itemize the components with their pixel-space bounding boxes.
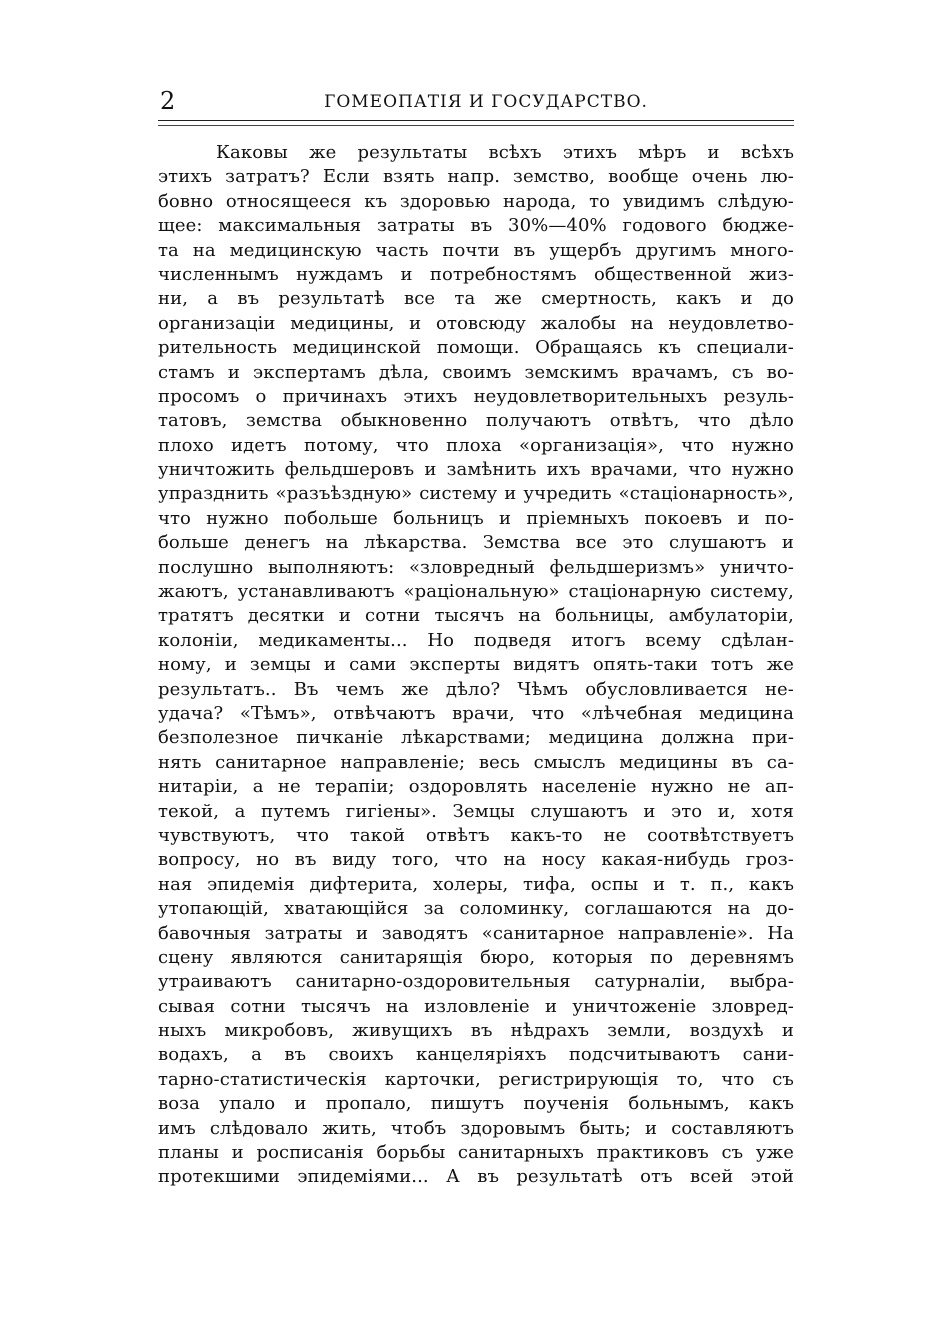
text-line: бовно относящееся къ здоровью народа, то увидимъ слѣдую- [158,190,794,212]
text-line: нять санитарное направленіе; весь смыслъ медицины въ са- [158,751,794,773]
text-line: вопросу, но въ виду того, что на носу какая-нибудь гроз- [158,849,794,871]
text-line: воза упало и пропало, пишутъ поученія больнымъ, какъ [158,1093,794,1115]
text-line: ни, а въ результатѣ все та же смертность, какъ и до [158,288,794,310]
text-line: рительность медицинской помощи. Обращаясь къ специали- [158,337,794,359]
text-line: что нужно побольше больницъ и пріемныхъ покоевъ и по- [158,507,794,529]
text-line: упразднить «разъѣздную» систему и учредить «стаціонарность», [158,483,794,505]
header-rule-thin [158,125,794,126]
running-head [158,86,794,118]
text-line: водахъ, а въ своихъ канцеляріяхъ подсчитываютъ сани- [158,1044,794,1066]
text-line: результатъ.. Въ чемъ же дѣло? Чѣмъ обусловливается не- [158,678,794,700]
text-line: уничтожить фельдшеровъ и замѣнить ихъ врачами, что нужно [158,459,794,481]
text-line: протекшими эпидеміями... А въ результатѣ отъ всей этой [158,1166,794,1188]
text-line: бавочныя затраты и заводятъ «санитарное направленіе». На [158,922,794,944]
text-line: та на медицинскую часть почти въ ущербъ другимъ много- [158,239,794,261]
page-number: 2 [160,87,176,115]
text-line: ному, и земцы и сами эксперты видятъ опять-таки тотъ же [158,654,794,676]
text-line: щее: максимальныя затраты въ 30%—40% годового бюдже- [158,215,794,237]
text-line: утраиваютъ санитарно-оздоровительныя сатурналіи, выбра- [158,971,794,993]
text-line: Каковы же результаты всѣхъ этихъ мѣръ и всѣхъ [216,142,794,163]
text-line: тарно-статистическія карточки, регистрирующія то, что съ [158,1068,794,1090]
text-line: ная эпидемія дифтерита, холеры, тифа, оспы и т. п., какъ [158,873,794,895]
text-line: жаютъ, устанавливаютъ «раціональную» стаціонарную систему, [158,581,794,603]
text-line: текой, а путемъ гигіены». Земцы слушаютъ и это и, хотя [158,800,794,822]
text-line: стамъ и экспертамъ дѣла, своимъ земскимъ врачамъ, съ во- [158,361,794,383]
text-line: колоніи, медикаменты... Но подведя итогъ всему сдѣлан- [158,629,794,651]
text-line: больше денегъ на лѣкарства. Земства все это слушаютъ и [158,532,794,554]
text-line: безполезное пичканіе лѣкарствами; медицина должна при- [158,727,794,749]
text-line: чувствуютъ, что такой отвѣтъ какъ-то не соотвѣтствуетъ [158,824,794,846]
text-line: плохо идетъ потому, что плоха «организація», что нужно [158,434,794,456]
text-line: татовъ, земства обыкновенно получаютъ отвѣтъ, что дѣло [158,410,794,432]
text-line: организаціи медицины, и отовсюду жалобы на неудовлетво- [158,312,794,334]
text-line: утопающій, хватающійся за соломинку, соглашаются на до- [158,898,794,920]
running-title: ГОМЕОПАТІЯ И ГОСУДАРСТВО. [324,92,648,112]
text-line: ныхъ микробовъ, живущихъ въ нѣдрахъ земли, воздухѣ и [158,1020,794,1042]
text-line: планы и росписанія борьбы санитарныхъ практиковъ съ уже [158,1142,794,1164]
body-text [158,141,794,1190]
header-rule-thick [158,120,794,121]
text-line: нитаріи, а не терапіи; оздоровлять населеніе нужно не ап- [158,776,794,798]
text-line: этихъ затратъ? Если взять напр. земство, вообще очень лю- [158,166,794,188]
text-line: удача? «Тѣмъ», отвѣчаютъ врачи, что «лѣчебная медицина [158,702,794,724]
text-line: тратятъ десятки и сотни тысячъ на больницы, амбулаторіи, [158,605,794,627]
text-line: сцену являются санитарящія бюро, которыя по деревнямъ [158,946,794,968]
text-line: численнымъ нуждамъ и потребностямъ общественной жиз- [158,263,794,285]
text-line: послушно выполняютъ: «зловредный фельдшеризмъ» уничто- [158,556,794,578]
text-line: просомъ о причинахъ этихъ неудовлетворительныхъ резуль- [158,385,794,407]
text-line: имъ слѣдовало жить, чтобъ здоровымъ быть; и составляютъ [158,1117,794,1139]
text-line: сывая сотни тысячъ на изловленіе и уничтоженіе зловред- [158,995,794,1017]
